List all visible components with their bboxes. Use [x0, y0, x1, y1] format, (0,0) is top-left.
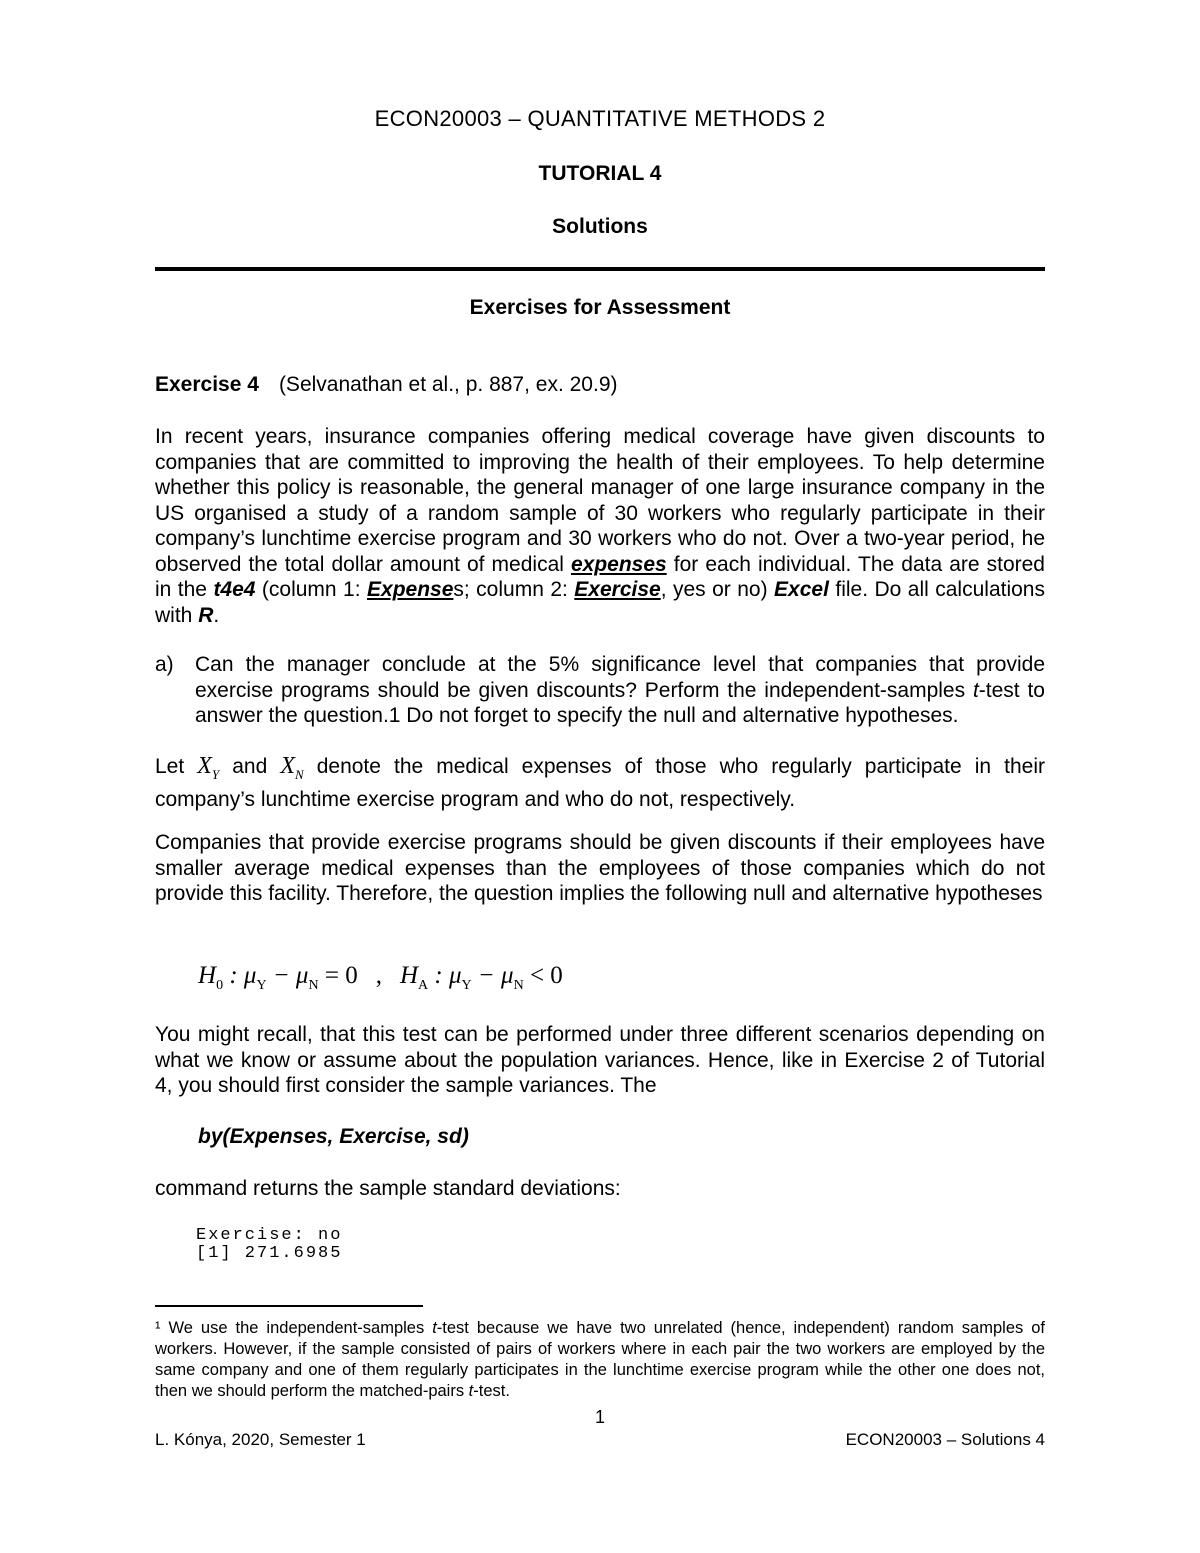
question-a-text-b: -test to answer the question.1 Do not forget to specify the null and alternative hypotheses. [195, 678, 1045, 727]
footnote-t1: t [432, 1319, 437, 1337]
var-xy-sub: Y [211, 766, 220, 782]
footer-left: L. Kónya, 2020, Semester 1 [155, 1430, 366, 1449]
r-output-line-1: Exercise: no [196, 1226, 343, 1245]
exercise-reference: (Selvanathan et al., p. 887, ex. 20.9) [278, 373, 618, 396]
header-rule [155, 267, 1045, 271]
var-xn [280, 753, 304, 782]
r-command: by(Expenses, Exercise, sd) [198, 1125, 469, 1148]
intro-r: R [198, 603, 214, 627]
companies-paragraph: Companies that provide exercise programs should be given discounts if their employees have smaller average medical expenses than the employees of those companies which do not provide this facility. Therefore, the question implies the following null and alternative hypotheses [155, 831, 1045, 905]
recall-paragraph: You might recall, that this test can be performed under three different scenarios depending on what we know or assume about the population variances. Hence, like in Exercise 2 of Tutorial 4, you should first consider the sample variances. The [155, 1023, 1045, 1097]
formula-ha-sub: A [418, 978, 429, 993]
question-a-text-a: Can the manager conclude at the 5% significance level that companies that provide exercise programs should be given discounts? Perform the independent-samples [195, 653, 1045, 702]
let-paragraph [155, 754, 1045, 813]
intro-text-g: . [213, 603, 220, 627]
intro-file: t4e4 [213, 578, 256, 601]
formula-h0-sub: 0 [216, 978, 224, 993]
footnote-t2: t [468, 1382, 474, 1400]
var-xn-letter: X [280, 753, 295, 779]
intro-col1: Expense [367, 578, 454, 601]
formula-ha: H [399, 962, 419, 989]
formula-ha-rest: : μ [428, 962, 462, 989]
var-xy-letter: X [197, 753, 212, 779]
subtitle: Solutions [552, 215, 648, 238]
intro-text-c: (column 1: [255, 578, 368, 601]
formula-h0-rest: : μ [223, 962, 257, 989]
intro-text-d: ; column 2: [463, 578, 575, 601]
intro-expenses: expenses [570, 552, 667, 576]
question-a-t: t [972, 678, 979, 702]
footnote-mark: ¹ [155, 1319, 161, 1337]
intro-col2: Exercise [574, 578, 661, 601]
intro-col1-end: s [453, 578, 464, 601]
course-title: ECON20003 – QUANTITATIVE METHODS 2 [374, 106, 826, 131]
returns-paragraph: command returns the sample standard deviations: [155, 1177, 621, 1200]
let-text-b: and [219, 755, 281, 778]
intro-text-a: In recent years, insurance companies offering medical coverage have given discounts to companies that are committed to improving the health of their employees. To help determine whether this policy is reasonable, the general manager of one large insurance company in the US organised a study of a random sample of 30 workers who regularly participate in their company’s lunchtime exercise program and 30 workers who do not. Over a two-year period, he observed the total dollar amount of medical [155, 425, 1045, 576]
hypotheses-formula [198, 962, 563, 994]
formula-minus1: − μ [266, 962, 309, 989]
let-text-a: Let [155, 755, 198, 778]
intro-text-e: , yes or no) [660, 578, 775, 601]
exercise-heading [155, 372, 1045, 398]
question-a-text [195, 652, 1045, 729]
footnote-text-b: -test because we have two unrelated (hence, independent) random samples of workers. However, if the sample consisted of pairs of workers where in each pair the two workers are employed by the same company and one of them regularly participates in the lunchtime exercise program while the other one does not, then we should perform the matched-pairs [155, 1319, 1045, 1400]
var-xn-sub: N [294, 766, 304, 782]
exercise-intro [155, 424, 1045, 628]
footnote-text-c: -test. [473, 1382, 510, 1400]
let-text-c: denote the medical expenses of those who regularly participate in their company’s lunchtime exercise program and who do not, respectively. [155, 755, 1045, 812]
formula-eq: = 0 [318, 962, 358, 989]
r-output-line-2: [1] 271.6985 [196, 1244, 343, 1263]
footnote-rule [155, 1305, 423, 1307]
footnote-text-a: We use the independent-samples [160, 1319, 433, 1337]
formula-y2: Y [461, 978, 472, 993]
formula-n2: N [513, 978, 524, 993]
formula-y1: Y [256, 978, 267, 993]
formula-comma: , [375, 962, 382, 989]
var-xy [197, 753, 220, 782]
formula-minus2: − μ [471, 962, 514, 989]
footer-right: ECON20003 – Solutions 4 [845, 1430, 1045, 1449]
page-number: 1 [594, 1407, 605, 1427]
section-title: Exercises for Assessment [469, 296, 731, 319]
tutorial-title: TUTORIAL 4 [538, 162, 662, 185]
formula-n1: N [308, 978, 319, 993]
intro-excel: Excel [774, 578, 829, 601]
question-a-label: a) [155, 653, 174, 676]
formula-h0: H [198, 962, 217, 989]
footnote [155, 1318, 1045, 1402]
intro-text-f: file. Do all calculations with [155, 578, 1045, 627]
formula-lt: < 0 [523, 962, 563, 989]
exercise-label: Exercise 4 [155, 373, 259, 396]
intro-text-b: for each individual. The data are stored in the [155, 552, 1045, 601]
